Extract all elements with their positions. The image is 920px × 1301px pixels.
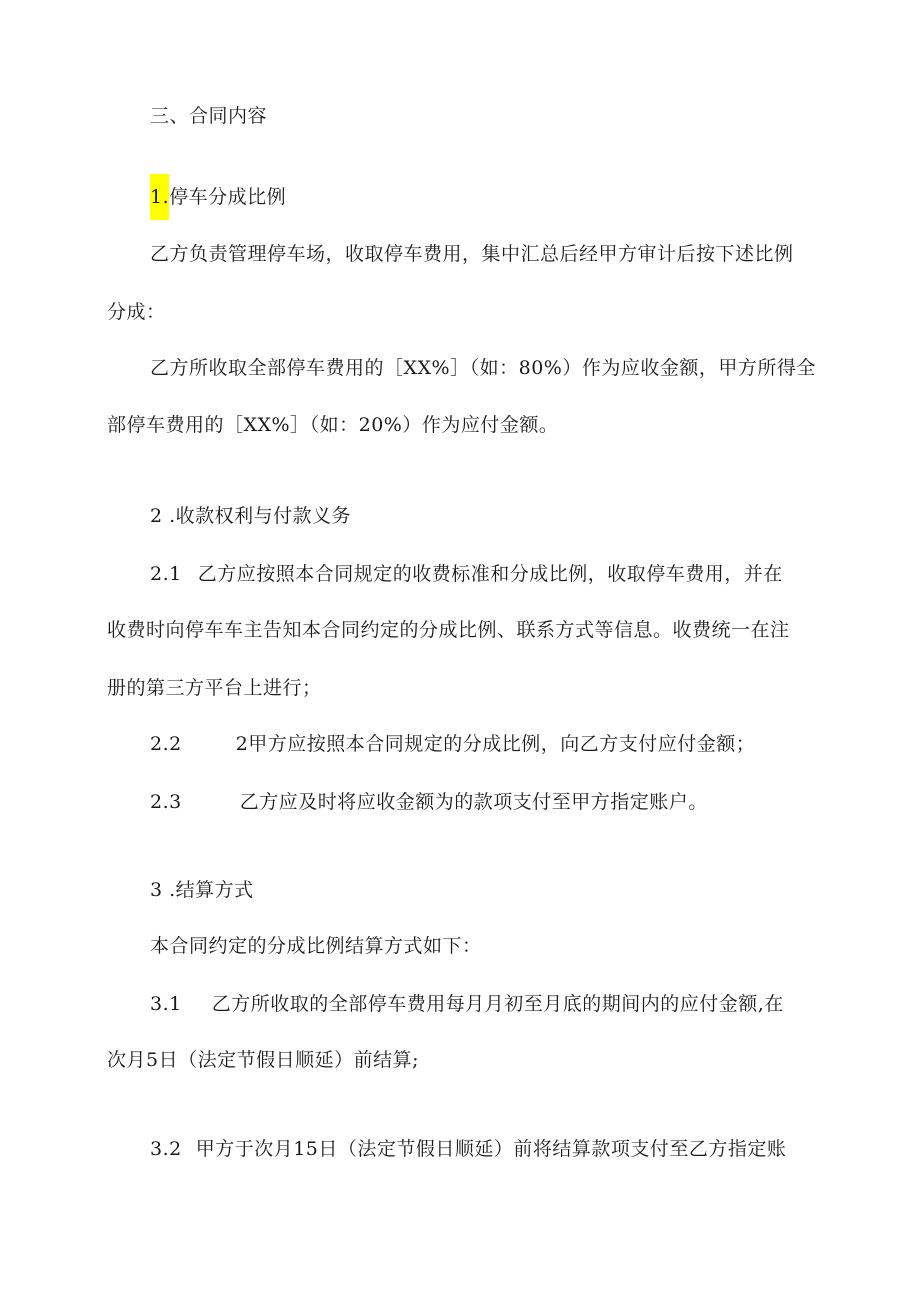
clause-text: 乙方所收取的全部停车费用每月月初至月底的期间内的应付金额,在 — [211, 993, 784, 1015]
clause-3-1-line2: 次月5日（法定节假日顺延）前结算; — [107, 1049, 419, 1071]
clause-2-1-line1 — [150, 561, 783, 587]
clause-3-2-line1 — [150, 1136, 786, 1162]
clause-2-2 — [150, 731, 755, 757]
item1-para2-line1: 乙方所收取全部停车费用的［XX%］（如：80%）作为应收金额，甲方所得全 — [150, 357, 816, 379]
clause-number: 2.3 — [150, 791, 182, 813]
clause-text: 乙方应及时将应收金额为的款项支付至甲方指定账户。 — [239, 791, 708, 813]
item1-heading — [150, 174, 286, 220]
item3-heading: 3 .结算方式 — [150, 879, 254, 901]
item1-para1-line1: 乙方负责管理停车场，收取停车费用，集中汇总后经甲方审计后按下述比例 — [150, 243, 794, 265]
clause-text: 乙方应按照本合同规定的收费标准和分成比例，收取停车费用，并在 — [197, 563, 783, 585]
clause-2-3 — [150, 789, 708, 815]
item1-para2-line2: 部停车费用的［XX%］（如：20%）作为应付金额。 — [107, 414, 559, 436]
clause-text: 2甲方应按照本合同规定的分成比例，向乙方支付应付金额； — [235, 733, 756, 755]
clause-number: 2.2 — [150, 733, 182, 755]
item3-intro: 本合同约定的分成比例结算方式如下： — [150, 935, 482, 957]
clause-number: 2.1 — [150, 563, 182, 585]
clause-number: 3.2 — [150, 1138, 182, 1160]
clause-2-1-line2: 收费时向停车车主告知本合同约定的分成比例、联系方式等信息。收费统一在注 — [107, 619, 790, 641]
clause-text: 甲方于次月15日（法定节假日顺延）前将结算款项支付至乙方指定账 — [195, 1138, 787, 1160]
highlighted-number: 1. — [150, 174, 169, 220]
item1-para1-line2: 分成： — [107, 301, 166, 323]
item1-title: 停车分成比例 — [169, 186, 287, 208]
section-heading: 三、合同内容 — [150, 105, 268, 127]
clause-number: 3.1 — [150, 993, 182, 1015]
item2-heading: 2 .收款权利与付款义务 — [150, 505, 352, 527]
clause-2-1-line3: 册的第三方平台上进行； — [107, 677, 322, 699]
clause-3-1-line1 — [150, 991, 784, 1017]
